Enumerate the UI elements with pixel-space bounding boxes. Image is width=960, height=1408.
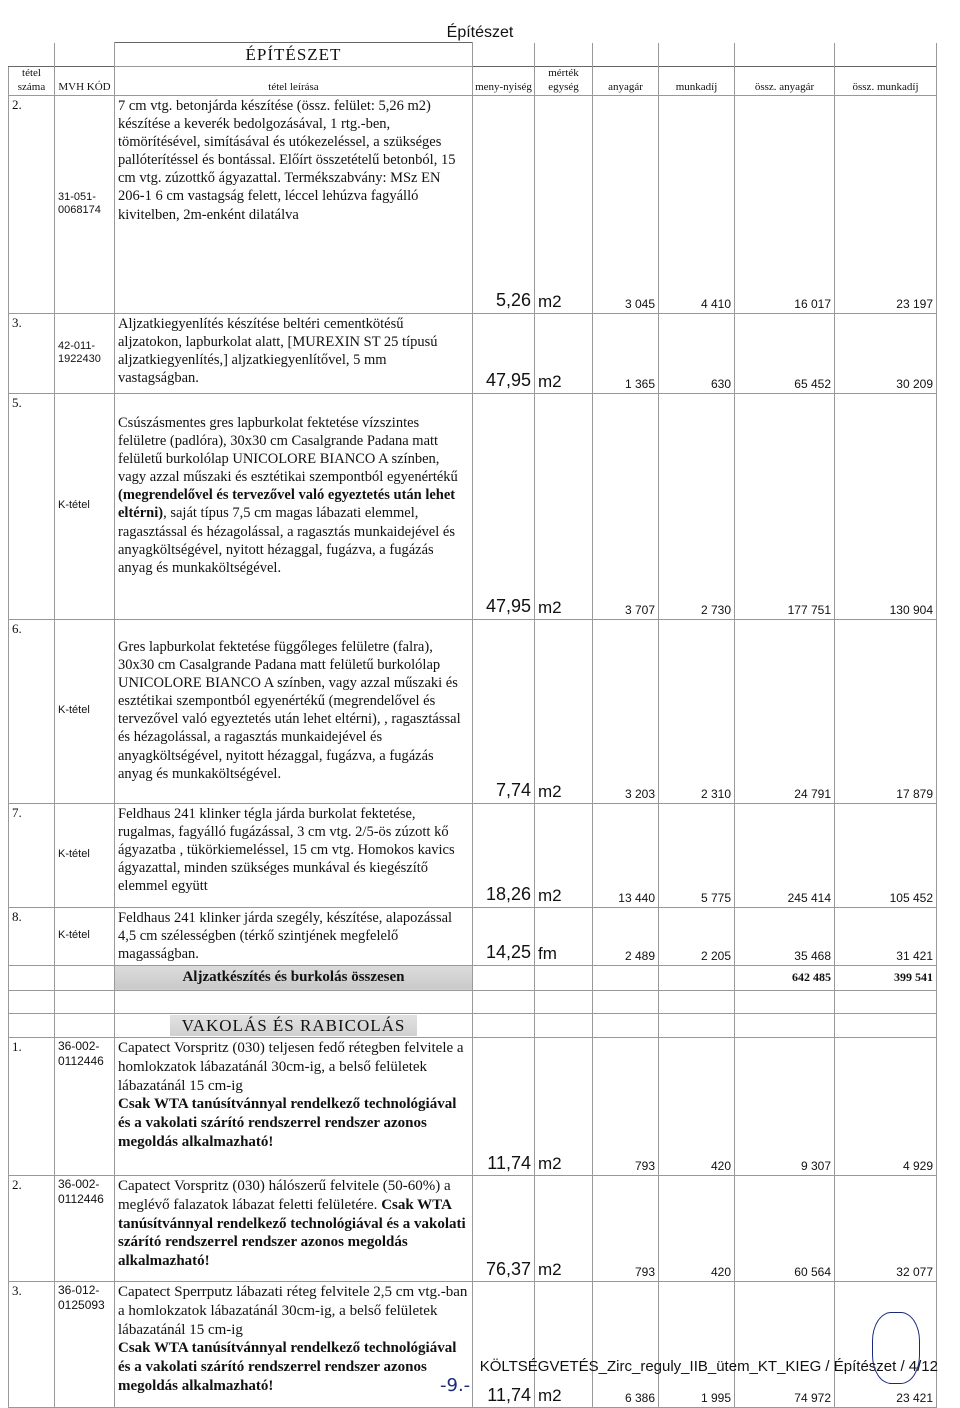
budget-table <box>8 42 937 1408</box>
item-number: 5. <box>9 393 55 619</box>
col-desc: tétel leírása <box>115 67 473 96</box>
subtotal-ossz-munka: 399 541 <box>835 965 937 990</box>
col-tetel: tétel száma <box>9 67 55 96</box>
item-code: 36-012- 0125093 <box>55 1282 115 1408</box>
item-ossz-anyag: 65 452 <box>735 313 835 393</box>
table-row <box>9 619 937 803</box>
item-ossz-munka: 130 904 <box>835 393 937 619</box>
item-number: 1. <box>9 1038 55 1176</box>
item-code: K-tétel <box>55 393 115 619</box>
item-ossz-anyag: 9 307 <box>735 1038 835 1176</box>
item-description <box>115 1176 473 1282</box>
item-anyagar: 3 707 <box>593 393 659 619</box>
item-unit: m2 <box>535 803 593 907</box>
item-unit: m2 <box>535 1038 593 1176</box>
table-row <box>9 95 937 313</box>
item-description: Gres lapburkolat fektetése függőleges felületre (falra), 30x30 cm Casalgrande Padana matt felületű burkolólap UNICOLORE BIANCO A színben, vagy azzal műszaki és esztétikai szempontból egyenértékű (megrendelővel és tervezővel való egyeztetés után lehet eltérni), , ragasztással és hézagolással, a ragasztás munkaidejével és anyagköltségével, nyitott hézaggal, fugázva, a fugázás anyag és munkaköltségével. <box>115 619 473 803</box>
item-munkadij: 2 205 <box>659 907 735 965</box>
item-unit: m2 <box>535 1282 593 1408</box>
item-anyagar: 3 203 <box>593 619 659 803</box>
table-row <box>9 313 937 393</box>
item-quantity: 11,74 <box>473 1038 535 1176</box>
col-qty: meny-nyiség <box>473 67 535 96</box>
item-munkadij: 1 995 <box>659 1282 735 1408</box>
item-anyagar: 793 <box>593 1038 659 1176</box>
item-code: 42-011- 1922430 <box>55 313 115 393</box>
item-code: K-tétel <box>55 619 115 803</box>
item-munkadij: 420 <box>659 1038 735 1176</box>
item-description <box>115 393 473 619</box>
item-unit: m2 <box>535 619 593 803</box>
item-ossz-anyag: 16 017 <box>735 95 835 313</box>
item-quantity: 14,25 <box>473 907 535 965</box>
item-unit: m2 <box>535 1176 593 1282</box>
budget-sheet <box>8 42 936 1408</box>
item-code: 31-051- 0068174 <box>55 95 115 313</box>
description-text: , saját típus 7,5 cm magas lábazati elemmel, ragasztással és hézagolással, a ragasztás munkaidejével és anyagköltségével, nyitott hézaggal, fugázva, a fugázás anyag és munkaköltségével. <box>118 505 455 576</box>
description-bold: Csak WTA tanúsítvánnyal rendelkező technológiával és a vakolati szárító rendszerrel rendszer azonos megoldás alkalmazható! <box>118 1340 457 1394</box>
item-ossz-munka: 17 879 <box>835 619 937 803</box>
item-ossz-anyag: 177 751 <box>735 393 835 619</box>
item-description <box>115 1038 473 1176</box>
item-description: Aljzatkiegyenlítés készítése beltéri cementkötésű aljzatokon, lapburkolat alatt, [MUREXIN ST 25 típusú aljzatkiegyenlítés,] aljzatkiegyenlítővel, 5 mm vastagságban. <box>115 313 473 393</box>
item-ossz-anyag: 74 972 <box>735 1282 835 1408</box>
section-title: ÉPÍTÉSZET <box>245 45 342 64</box>
item-description: Feldhaus 241 klinker járda szegély, készítése, alapozással 4,5 cm szélességben (térkő szintjének megfelelő magasságban. <box>115 907 473 965</box>
item-quantity: 7,74 <box>473 619 535 803</box>
col-unit: mérték egység <box>535 67 593 96</box>
item-ossz-munka: 30 209 <box>835 313 937 393</box>
col-ossz-munka: össz. munkadíj <box>835 67 937 96</box>
description-text: Capatect Sperrputz lábazati réteg felvitele 2,5 cm vtg.-ban a homlokzatok lábazatánál 30cm-ig, a belső felületek lábazatánál 15 cm-ig <box>118 1284 468 1338</box>
item-number: 6. <box>9 619 55 803</box>
item-anyagar: 793 <box>593 1176 659 1282</box>
description-text: Capatect Vorspritz (030) hálószerű felvitele (50-60%) a meglévő falazatok lábazat feletti felületére. <box>118 1178 451 1213</box>
description-text: Capatect Vorspritz (030) teljesen fedő rétegben felvitele a homlokzatok lábazatánál 30cm-ig, a belső felületek lábazatánál 15 cm-ig <box>118 1040 464 1094</box>
item-number: 2. <box>9 95 55 313</box>
item-ossz-anyag: 24 791 <box>735 619 835 803</box>
item-munkadij: 2 310 <box>659 619 735 803</box>
item-number: 3. <box>9 313 55 393</box>
table-row <box>9 393 937 619</box>
item-munkadij: 630 <box>659 313 735 393</box>
description-text: Csúszásmentes gres lapburkolat fektetése vízszintes felületre (padlóra), 30x30 cm Casalgrande Padana matt felületű burkolólap UNICOLORE BIANCO A színben, vagy azzal műszaki és esztétikai szempontból egyenértékű <box>118 414 458 486</box>
table-row <box>9 1176 937 1282</box>
item-munkadij: 2 730 <box>659 393 735 619</box>
item-quantity: 47,95 <box>473 393 535 619</box>
item-number: 3. <box>9 1282 55 1408</box>
item-description <box>115 1282 473 1408</box>
item-unit: m2 <box>535 313 593 393</box>
description-bold: Csak WTA tanúsítvánnyal rendelkező technológiával és a vakolati szárító rendszerrel rendszer azonos megoldás alkalmazható! <box>118 1096 457 1150</box>
col-munkadij: munkadíj <box>659 67 735 96</box>
subtotal-label: Aljzatkészítés és burkolás összesen <box>115 965 473 990</box>
col-ossz-anyag: össz. anyagár <box>735 67 835 96</box>
subtotal-row <box>9 965 937 990</box>
item-ossz-anyag: 245 414 <box>735 803 835 907</box>
table-row <box>9 1038 937 1176</box>
table-row <box>9 803 937 907</box>
item-number: 8. <box>9 907 55 965</box>
item-anyagar: 13 440 <box>593 803 659 907</box>
item-unit: m2 <box>535 95 593 313</box>
spacer-row <box>9 990 937 1013</box>
item-munkadij: 420 <box>659 1176 735 1282</box>
item-quantity: 5,26 <box>473 95 535 313</box>
col-mvh: MVH KÓD <box>55 67 115 96</box>
item-number: 7. <box>9 803 55 907</box>
description-bold: (megrendelővel és tervezővel való egyeztetés után lehet eltérni) <box>118 487 456 522</box>
table-row <box>9 907 937 965</box>
item-quantity: 76,37 <box>473 1176 535 1282</box>
item-ossz-anyag: 60 564 <box>735 1176 835 1282</box>
item-anyagar: 3 045 <box>593 95 659 313</box>
item-code: 36-002- 0112446 <box>55 1038 115 1176</box>
item-quantity: 11,74 <box>473 1282 535 1408</box>
item-description: Feldhaus 241 klinker tégla járda burkolat fektetése, rugalmas, fagyálló fugázással, 3 cm vtg. 2/5-ös zúzott kő ágyazatba , tükörkiemeléssel, 15 cm vtg. Homokos kavics ágyazattal, minden szükséges munkával és kiegészítő elemmel együtt <box>115 803 473 907</box>
section-title: VAKOLÁS ÉS RABICOLÁS <box>170 1015 418 1036</box>
item-number: 2. <box>9 1176 55 1282</box>
description-bold: Csak WTA tanúsítvánnyal rendelkező technológiával és a vakolati szárító rendszerrel rendszer azonos megoldás alkalmazható! <box>118 1196 466 1269</box>
handwritten-page-number: -9.- <box>440 1375 471 1396</box>
item-ossz-munka: 23 197 <box>835 95 937 313</box>
section-header-row <box>9 43 937 67</box>
item-anyagar: 6 386 <box>593 1282 659 1408</box>
item-code: 36-002- 0112446 <box>55 1176 115 1282</box>
item-ossz-munka: 32 077 <box>835 1176 937 1282</box>
section-header-row <box>9 1013 937 1037</box>
item-code: K-tétel <box>55 803 115 907</box>
col-anyagar: anyagár <box>593 67 659 96</box>
item-ossz-anyag: 35 468 <box>735 907 835 965</box>
column-header-row <box>9 67 937 96</box>
item-unit: fm <box>535 907 593 965</box>
document-title: Építészet <box>446 24 514 41</box>
item-unit: m2 <box>535 393 593 619</box>
item-anyagar: 2 489 <box>593 907 659 965</box>
item-quantity: 47,95 <box>473 313 535 393</box>
item-ossz-munka: 4 929 <box>835 1038 937 1176</box>
item-anyagar: 1 365 <box>593 313 659 393</box>
handwritten-circle <box>872 1312 920 1384</box>
subtotal-ossz-anyag: 642 485 <box>735 965 835 990</box>
item-ossz-munka: 31 421 <box>835 907 937 965</box>
item-code: K-tétel <box>55 907 115 965</box>
item-ossz-munka: 105 452 <box>835 803 937 907</box>
item-munkadij: 4 410 <box>659 95 735 313</box>
item-munkadij: 5 775 <box>659 803 735 907</box>
table-row <box>9 1282 937 1408</box>
item-ossz-munka: 23 421 <box>835 1282 937 1408</box>
item-quantity: 18,26 <box>473 803 535 907</box>
item-description: 7 cm vtg. betonjárda készítése (össz. felület: 5,26 m2) készítése a keverék bedolgozásával, 1 rtg.-ben, tömörítésével, simításával és utókezeléssel, a szükséges pallóterítéssel és bontással. Előírt összetételű betonból, 15 cm vtg. zúzottkő ágyazattal. Termékszabvány: MSz EN 206-1 6 cm vastagság felett, léccel lehúzva fagyálló kivitelben, 2m-enként dilatálva <box>115 95 473 313</box>
page-footer: KÖLTSÉGVETÉS_Zirc_reguly_IIB_ütem_KT_KIEG / Építészet / 4/12 <box>479 1358 938 1375</box>
